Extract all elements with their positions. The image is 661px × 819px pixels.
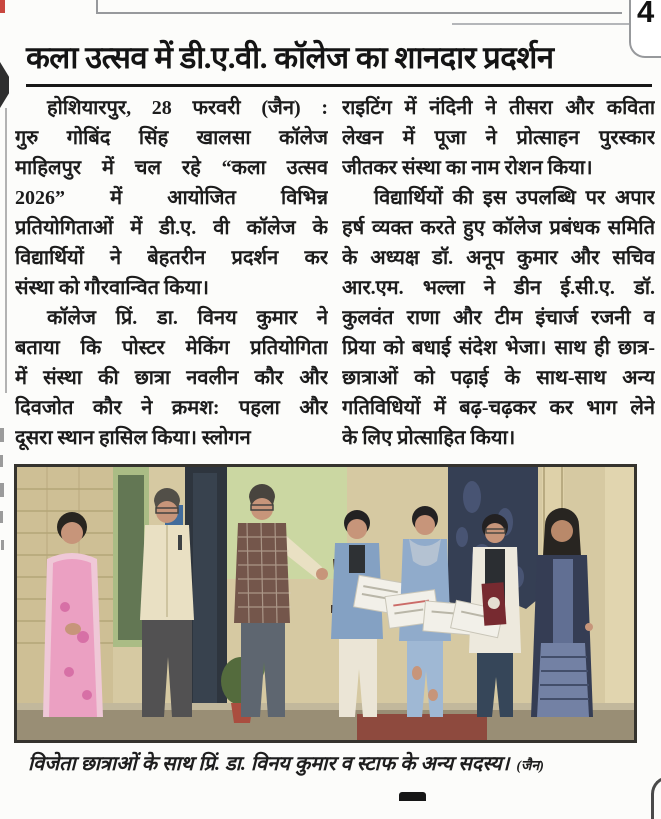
article-photo xyxy=(14,464,637,743)
article-line: विद्यार्थियों की इस उपलब्धि पर अपार xyxy=(374,187,655,209)
article-line: गुरु गोबिंद सिंह खालसा कॉलेज xyxy=(15,127,328,149)
headline-underline xyxy=(26,84,652,87)
left-edge-cutoff-text xyxy=(0,428,4,442)
article-headline: कला उत्सव में डी.ए.वी. कॉलेज का शानदार प्रदर्शन xyxy=(26,40,554,75)
photo-caption-row xyxy=(28,749,648,776)
left-edge-dark-mark xyxy=(0,62,9,108)
top-box-bottom-rule xyxy=(96,12,622,14)
article-line: संस्था को गौरवान्वित किया। xyxy=(15,277,209,299)
article-line: माहिलपुर में चल रहे “कला उत्सव xyxy=(15,157,328,179)
article-line: प्रिया को बधाई संदेश भेजा। साथ ही छात्र- xyxy=(342,337,655,359)
article-line: जीतकर संस्था का नाम रोशन किया। xyxy=(342,157,593,179)
article-column-right xyxy=(342,93,655,453)
left-edge-cutoff-text xyxy=(1,540,4,550)
left-edge-column-rule xyxy=(5,108,7,393)
article-line: के अध्यक्ष डॉ. अनूप कुमार और सचिव xyxy=(342,247,655,269)
article-line: हर्ष व्यक्त करते हुए कॉलेज प्रबंधक समिति xyxy=(342,217,655,239)
bottom-cutoff-mark xyxy=(399,792,426,801)
article-line: आर.एम. भल्ला ने डीन ई.सी.ए. डॉ. xyxy=(342,277,655,299)
article-line: बताया कि पोस्टर मेकिंग प्रतियोगिता xyxy=(15,337,328,359)
bottom-right-box-corner xyxy=(651,776,661,819)
photo-caption: विजेता छात्राओं के साथ प्रिं. डा. विनय कुमार व स्टाफ के अन्य सदस्य। xyxy=(28,753,510,775)
article-line: विद्यार्थियों ने बेहतरीन प्रदर्शन कर xyxy=(15,247,328,269)
article-line: छात्राओं को पढ़ाई के साथ-साथ अन्य xyxy=(342,367,655,389)
article-line: दूसरा स्थान हासिल किया। स्लोगन xyxy=(15,427,251,449)
left-edge-cutoff-text xyxy=(0,455,3,467)
article-line: 2026” में आयोजित विभिन्न xyxy=(15,187,328,209)
article-line: के लिए प्रोत्साहित किया। xyxy=(342,427,516,449)
top-box-bottom-rule-2 xyxy=(452,23,629,25)
photo-caption-credit: (जैन) xyxy=(516,759,544,774)
article-body xyxy=(15,93,655,453)
page-number: 4 xyxy=(637,0,655,29)
article-line: कुलवंत राणा और टीम इंचार्ज रजनी व xyxy=(342,307,655,329)
left-edge-cutoff-text xyxy=(0,511,3,523)
article-line: कॉलेज प्रिं. डा. विनय कुमार ने xyxy=(47,307,328,329)
article-column-left xyxy=(15,93,328,453)
article-line: होशियारपुर, 28 फरवरी (जैन) : xyxy=(47,97,328,119)
newsprint-tint xyxy=(17,467,634,740)
article-line: में संस्था की छात्रा नवलीन कौर और xyxy=(15,367,328,389)
article-line: लेखन में पूजा ने प्रोत्साहन पुरस्कार xyxy=(342,127,655,149)
left-edge-cutoff-text xyxy=(0,483,4,497)
left-edge-red-mark xyxy=(0,0,5,13)
article-line: गतिविधियों में बढ़-चढ़कर कर भाग लेने xyxy=(342,397,655,419)
article-line: राइटिंग में नंदिनी ने तीसरा और कविता xyxy=(342,97,655,119)
article-line: दिवजोत कौर ने क्रमश: पहला और xyxy=(15,397,328,419)
article-line: प्रतियोगिताओं में डी.ए. वी कॉलेज के xyxy=(15,217,328,239)
